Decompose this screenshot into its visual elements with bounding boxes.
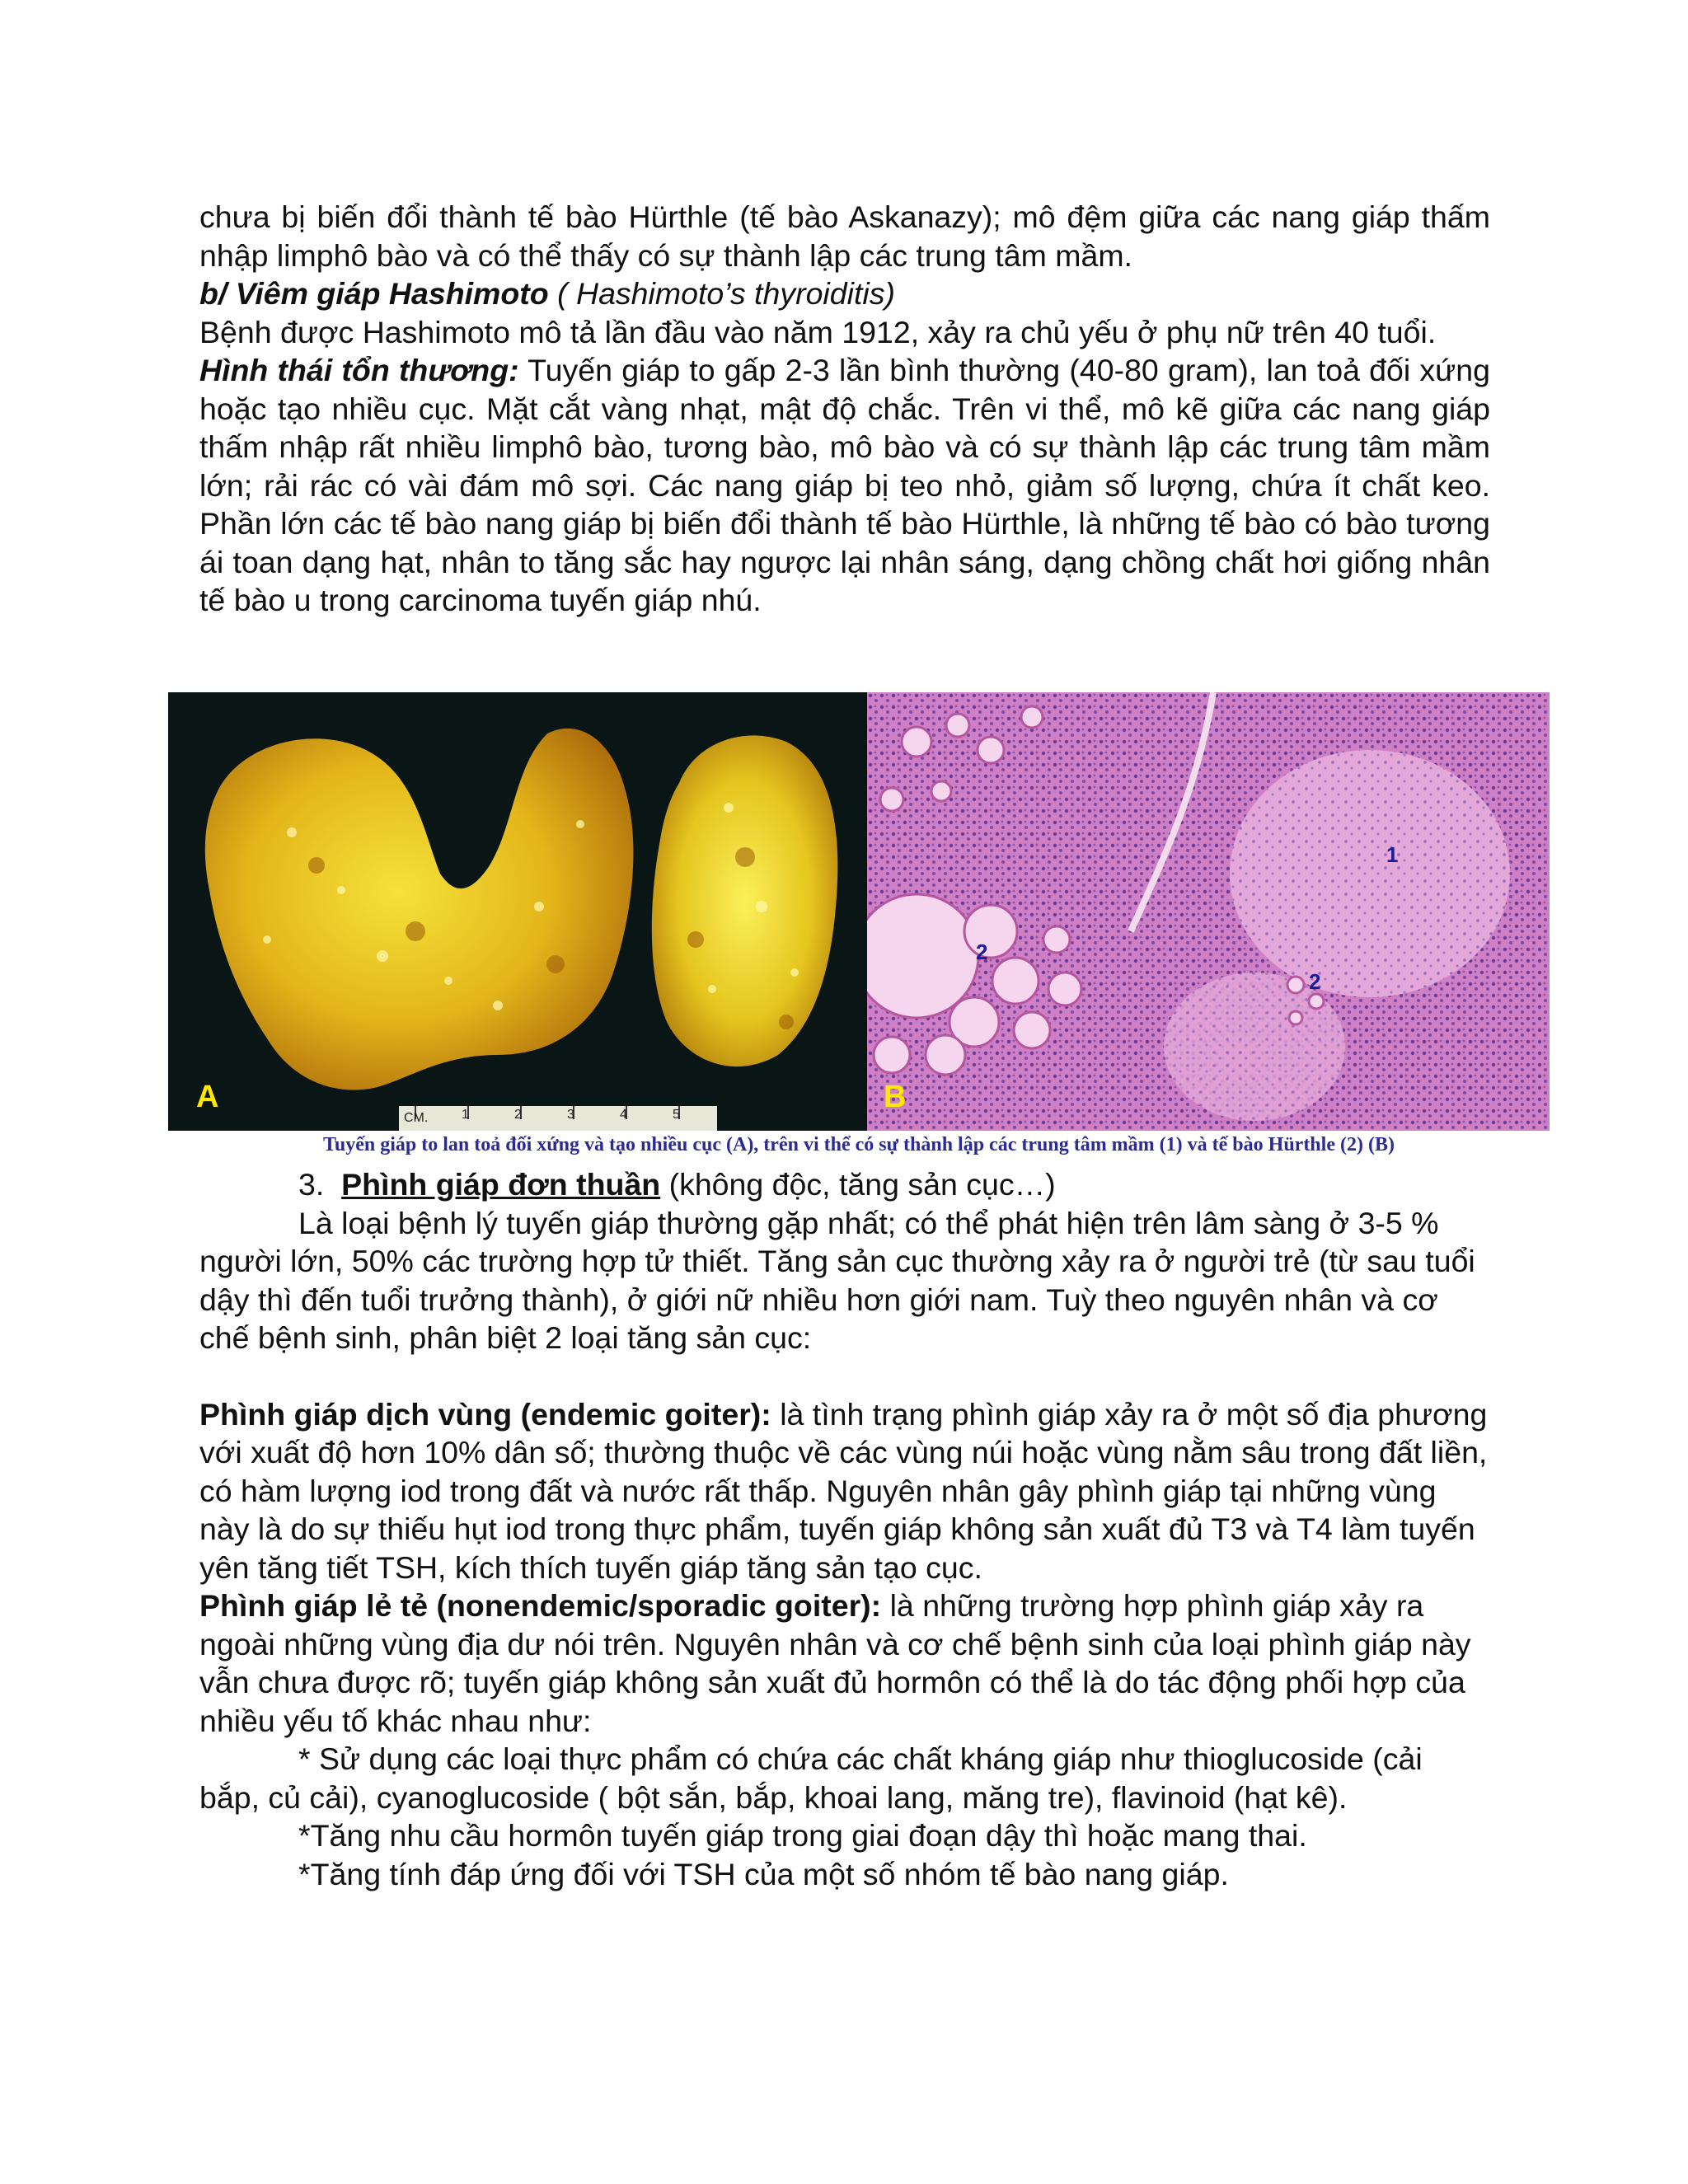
- goiter-number: 3.: [298, 1167, 325, 1202]
- cause-item-2: *Tăng nhu cầu hormôn tuyến giáp trong giai đoạn dậy thì hoặc mang thai.: [298, 1818, 1307, 1853]
- sporadic-label: Phình giáp lẻ tẻ (nonendemic/sporadic goiter):: [199, 1588, 882, 1623]
- label-hurthle-2: 2: [1309, 969, 1321, 994]
- goiter-heading: [199, 1165, 1490, 1204]
- sporadic-text: là những trường hợp phình giáp xảy ra ngoài những vùng địa dư nói trên. Nguyên nhân và cơ chế bệnh sinh của loại phình giáp này vẫn chưa được rõ; tuyến giáp không sản xuất đủ hormôn có thể là do tác động phối hợp của nhiều yếu tố khác nhau như:: [199, 1588, 1471, 1738]
- paragraph-gap: [199, 1357, 1490, 1395]
- endemic-label: Phình giáp dịch vùng (endemic goiter):: [199, 1396, 771, 1432]
- figure-caption: Tuyến giáp to lan toả đối xứng và tạo nhiều cục (A), trên vi thể có sự thành lập các trung tâm mầm (1) và tế bào Hürthle (2) (B): [323, 1134, 1395, 1155]
- histology-micrograph: [867, 692, 1550, 1131]
- gross-specimen-image: [168, 692, 867, 1131]
- goiter-section: [199, 1165, 1490, 1893]
- hashimoto-heading-italic: ( Hashimoto’s thyroiditis): [548, 276, 895, 311]
- endemic-goiter-paragraph: [199, 1395, 1490, 1587]
- ruler-mark-1: 1: [462, 1108, 469, 1122]
- cause-item-3: *Tăng tính đáp ứng đối với TSH của một số nhóm tế bào nang giáp.: [298, 1856, 1229, 1891]
- morphology-label: Hình thái tổn thương:: [199, 353, 519, 387]
- goiter-title: Phình giáp đơn thuần: [341, 1167, 661, 1202]
- cause-item-1: * Sử dụng các loại thực phẩm có chứa các chất kháng giáp như thioglucoside (cải bắp, củ cải), cyanoglucoside ( bột sắn, bắp, khoai lang, măng tre), flavinoid (hạt kê).: [199, 1741, 1423, 1815]
- hashimoto-morphology: [199, 351, 1490, 620]
- intro-paragraph: chưa bị biến đổi thành tế bào Hürthle (tế bào Askanazy); mô đệm giữa các nang giáp thấm nhập limphô bào và có thể thấy có sự thành lập các trung tâm mầm.: [199, 199, 1490, 273]
- ruler-mark-4: 4: [620, 1108, 627, 1122]
- ruler-unit: CM.: [404, 1111, 429, 1125]
- ruler-mark-3: 3: [567, 1108, 574, 1122]
- goiter-intro: Là loại bệnh lý tuyến giáp thường gặp nhất; có thể phát hiện trên lâm sàng ở 3-5 % người lớn, 50% các trường hợp tử thiết. Tăng sản cục thường xảy ra ở người trẻ (từ sau tuổi dậy thì đến tuổi trưởng thành), ở giới nữ nhiều hơn giới nam. Tuỳ theo nguyên nhân và cơ chế bệnh sinh, phân biệt 2 loại tăng sản cục:: [199, 1205, 1475, 1355]
- hashimoto-history: Bệnh được Hashimoto mô tả lần đầu vào năm 1912, xảy ra chủ yếu ở phụ nữ trên 40 tuổi.: [199, 314, 1437, 349]
- panel-label-b: B: [884, 1080, 907, 1114]
- sporadic-goiter-paragraph: [199, 1586, 1490, 1740]
- panel-label-a: A: [196, 1080, 219, 1114]
- hashimoto-heading: [199, 274, 1490, 313]
- label-hurthle-1: 2: [976, 940, 988, 964]
- top-text-block: [199, 198, 1490, 620]
- figure-hashimoto: [168, 692, 1550, 1131]
- ruler-mark-2: 2: [514, 1108, 522, 1122]
- hashimoto-heading-bold: b/ Viêm giáp Hashimoto: [199, 276, 549, 311]
- histology-image: [867, 692, 1550, 1131]
- goiter-subtitle: (không độc, tăng sản cục…): [660, 1167, 1056, 1202]
- ruler-mark-5: 5: [673, 1108, 680, 1122]
- gross-specimen-photo: [168, 692, 867, 1131]
- endemic-text: là tình trạng phình giáp xảy ra ở một số địa phương với xuất độ hơn 10% dân số; thường thuộc về các vùng núi hoặc vùng nằm sâu trong đất liền, có hàm lượng iod trong đất và nước rất thấp. Nguyên nhân gây phình giáp tại những vùng này là do sự thiếu hụt iod trong thực phẩm, tuyến giáp không sản xuất đủ T3 và T4 làm tuyến yên tăng tiết TSH, kích thích tuyến giáp tăng sản tạo cục.: [199, 1396, 1488, 1585]
- morphology-text: Tuyến giáp to gấp 2-3 lần bình thường (40-80 gram), lan toả đối xứng hoặc tạo nhiều cục. Mặt cắt vàng nhạt, mật độ chắc. Trên vi thể, mô kẽ giữa các nang giáp thấm nhập rất nhiều limphô bào, tương bào, mô bào và có sự thành lập các trung tâm mầm lớn; rải rác có vài đám mô sợi. Các nang giáp bị teo nhỏ, giảm số lượng, chứa ít chất keo. Phần lớn các tế bào nang giáp bị biến đổi thành tế bào Hürthle, là những tế bào có bào tương ái toan dạng hạt, nhân to tăng sắc hay ngược lại nhân sáng, dạng chồng chất hơi giống nhân tế bào u trong carcinoma tuyến giáp nhú.: [199, 353, 1491, 617]
- label-germinal-center: 1: [1386, 842, 1399, 867]
